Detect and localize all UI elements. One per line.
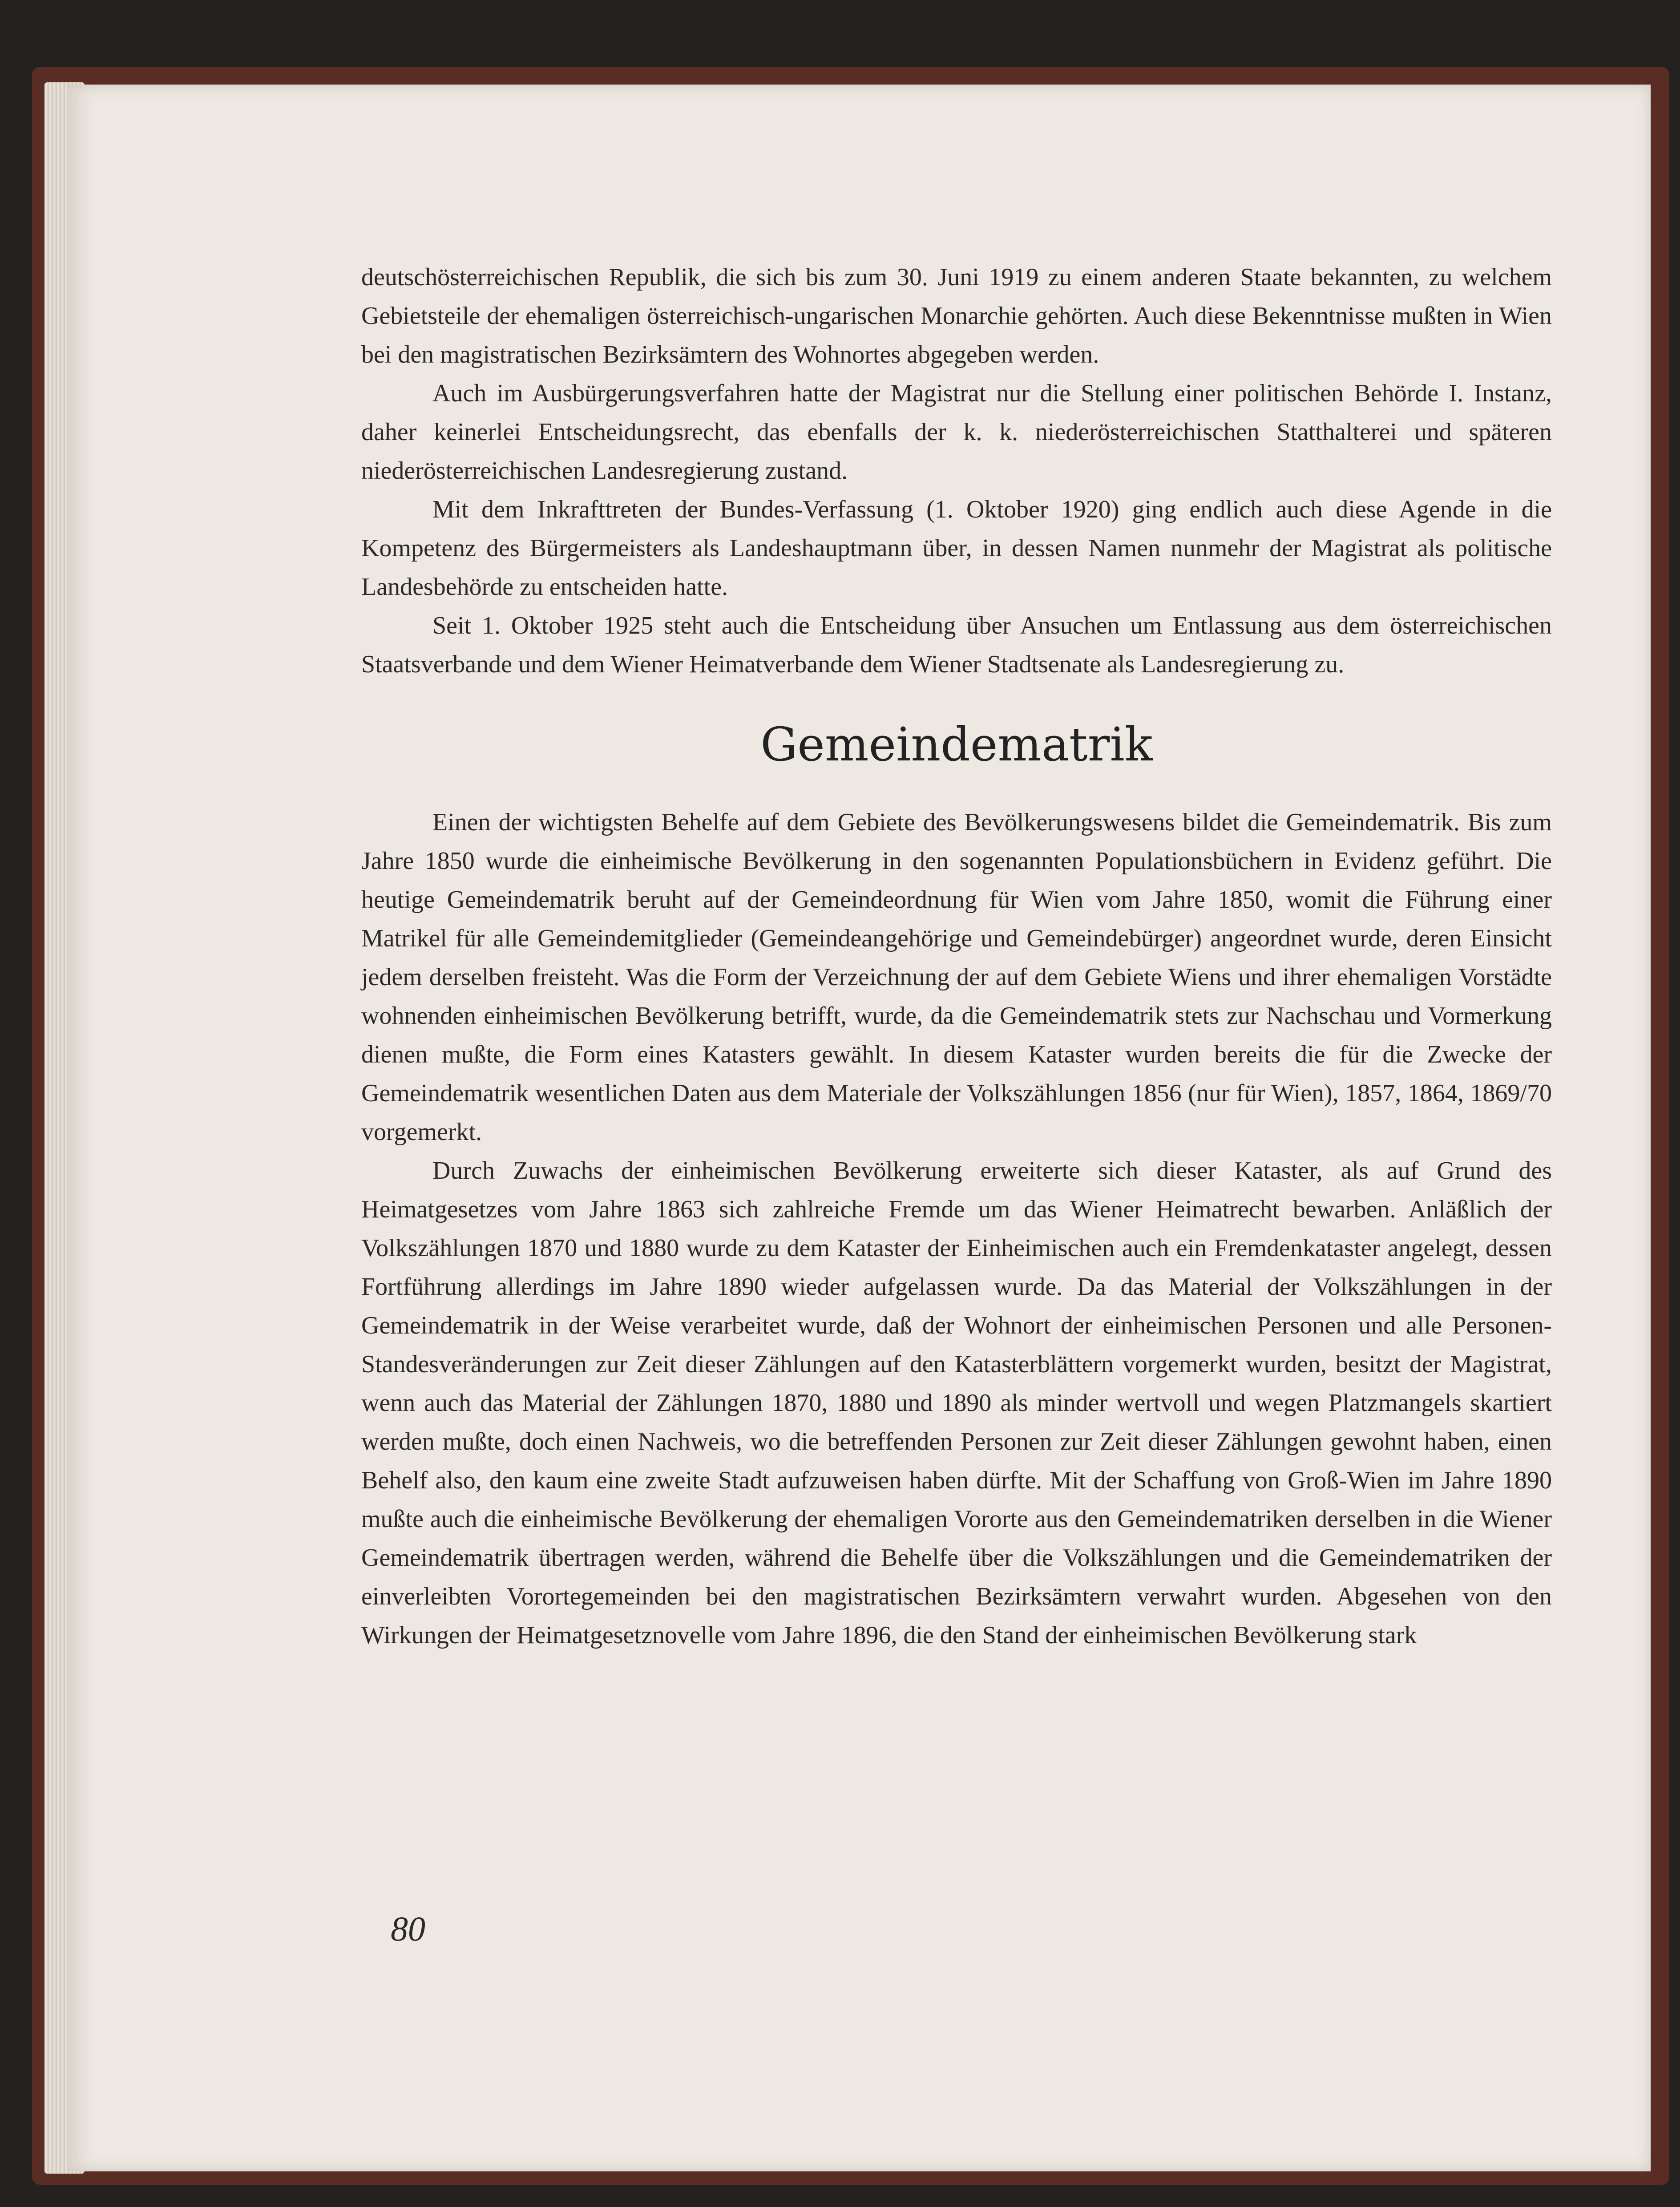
section-heading: Gemeindematrik	[760, 717, 1153, 772]
paragraph-ausbuergerung: Auch im Ausbürgerungsverfahren hatte der Magistrat nur die Stellung einer politischen Behörde I. Instanz, daher keinerlei Entscheidungsrecht, das ebenfalls der k. k. niederösterreichischen Statthalterei und späteren niederösterreichischen Landesregierung zustand.	[361, 380, 1552, 485]
page-text	[361, 258, 1552, 1655]
paragraph-bundes-verfassung: Mit dem Inkrafttreten der Bundes-Verfassung (1. Oktober 1920) ging endlich auch diese Agende in die Kompetenz des Bürgermeisters als Landeshauptmann über, in dessen Namen nunmehr der Magistrat als politische Landesbehörde zu entscheiden hatte.	[361, 496, 1552, 601]
paragraph-staatsverband: Seit 1. Oktober 1925 steht auch die Entscheidung über Ansuchen um Entlassung aus dem österreichischen Staatsverbande und dem Wiener Heimatverbande dem Wiener Stadtsenate als Landesregierung zu.	[361, 612, 1552, 678]
paragraph-kataster: Durch Zuwachs der einheimischen Bevölkerung erweiterte sich dieser Kataster, als auf Grund des Heimatgesetzes vom Jahre 1863 sich zahlreiche Fremde um das Wiener Heimatrecht bewarben. Anläßlich der Volkszählungen 1870 und 1880 wurde zu dem Kataster der Einheimischen auch ein Fremdenkataster angelegt, dessen Fortführung allerdings im Jahre 1890 wieder aufgelassen wurde. Da das Material der Volkszählungen in der Gemeindematrik in der Weise verarbeitet wurde, daß der Wohnort der einheimischen Personen und alle Personen-Standesveränderungen zur Zeit dieser Zählungen auf den Katasterblättern vorgemerkt wurden, besitzt der Magistrat, wenn auch das Material der Zählungen 1870, 1880 und 1890 als minder wertvoll und wegen Platzmangels skartiert werden mußte, doch einen Nachweis, wo die betreffenden Personen zur Zeit dieser Zählungen gewohnt haben, einen Behelf also, den kaum eine zweite Stadt aufzuweisen haben dürfte. Mit der Schaffung von Groß-Wien im Jahre 1890 mußte auch die einheimische Bevölkerung der ehemaligen Vororte aus den Gemeindematriken derselben in die Wiener Gemeindematrik übertragen werden, während die Behelfe über die Volkszählungen und die Gemeindematriken der einverleibten Vorortegemeinden bei den magistratischen Bezirksämtern verwahrt wurden. Abgesehen von den Wirkungen der Heimatgesetznovelle vom Jahre 1896, die den Stand der einheimischen Bevölkerung stark	[361, 1157, 1552, 1649]
paragraph-gemeindematrik: Einen der wichtigsten Behelfe auf dem Gebiete des Bevölkerungswesens bildet die Gemeindematrik. Bis zum Jahre 1850 wurde die einheimische Bevölkerung in den sogenannten Populationsbüchern in Evidenz geführt. Die heutige Gemeindematrik beruht auf der Gemeindeordnung für Wien vom Jahre 1850, womit die Führung einer Matrikel für alle Gemeindemitglieder (Gemeindeangehörige und Gemeindebürger) angeordnet wurde, deren Einsicht jedem derselben freisteht. Was die Form der Verzeichnung der auf dem Gebiete Wiens und ihrer ehemaligen Vorstädte wohnenden einheimischen Bevölkerung betrifft, wurde, da die Gemeindematrik stets zur Nachschau und Vormerkung dienen mußte, die Form eines Katasters gewählt. In diesem Kataster wurden bereits die für die Zwecke der Gemeindematrik wesentlichen Daten aus dem Materiale der Volkszählungen 1856 (nur für Wien), 1857, 1864, 1869/70 vorgemerkt.	[361, 808, 1552, 1146]
paragraph-republik: deutschösterreichischen Republik, die sich bis zum 30. Juni 1919 zu einem anderen Staate bekannten, zu welchem Gebietsteile der ehemaligen österreichisch-ungarischen Monarchie gehörten. Auch diese Bekenntnisse mußten in Wien bei den magistratischen Bezirksämtern des Wohnortes abgegeben werden.	[361, 263, 1552, 368]
page-number: 80	[391, 1909, 425, 1948]
